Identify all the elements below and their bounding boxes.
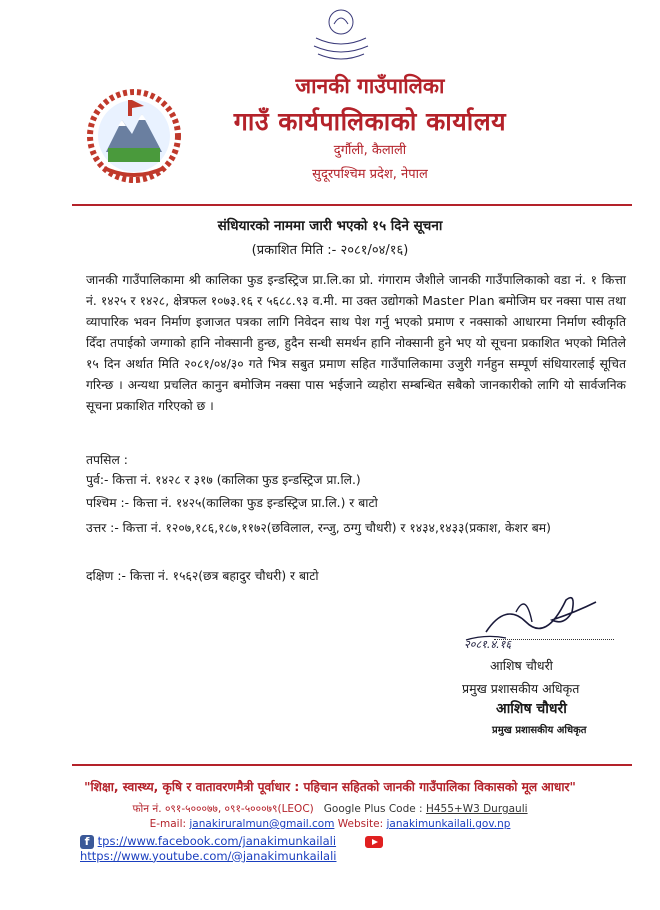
office-stamp — [296, 4, 386, 66]
google-plus-code-label: Google Plus Code : — [323, 803, 423, 815]
handwritten-signature — [456, 582, 606, 652]
boundary-east: पुर्व:- कित्ता नं. १४२८ र ३१७ (कालिका फुड इन्डस्ट्रिज प्रा.लि.) — [86, 473, 361, 487]
footer-slogan: "शिक्षा, स्वास्थ्य, कृषि र वातावरणमैत्री पूर्वाधार : पहिचान सहितको जानकी गाउँपालिका विकासको मूल आधार" — [84, 780, 576, 794]
google-plus-code[interactable]: H455+W3 Durgauli — [425, 803, 528, 815]
office-province: सुदूरपश्चिम प्रदेश, नेपाल — [312, 167, 428, 182]
details-title: तपसिल : — [86, 453, 128, 467]
social-links — [80, 834, 620, 863]
office-location: दुर्गौली, कैलाली — [333, 143, 407, 158]
youtube-icon[interactable] — [365, 836, 383, 848]
signatory-position: प्रमुख प्रशासकीय अधिकृत — [462, 681, 580, 696]
contact-line — [0, 802, 660, 816]
facebook-icon[interactable]: f — [80, 835, 94, 849]
stamp-position: प्रमुख प्रशासकीय अधिकृत — [492, 725, 587, 736]
email-label: E-mail: — [149, 818, 187, 830]
header-divider — [72, 204, 632, 206]
signature-line — [494, 639, 614, 640]
footer-divider — [72, 764, 632, 766]
notice-title: संधियारको नाममा जारी भएको १५ दिने सूचना — [217, 218, 443, 234]
boundary-west: पश्चिम :- कित्ता नं. १४२५(कालिका फुड इन्डस्ट्रिज प्रा.लि.) र बाटो — [86, 496, 378, 510]
boundary-south: दक्षिण :- कित्ता नं. १५६२(छत्र बहादुर चौधरी) र बाटो — [86, 569, 319, 583]
youtube-link[interactable]: https://www.youtube.com/@janakimunkailali — [80, 848, 337, 863]
office-name: गाउँ कार्यपालिकाको कार्यालय — [233, 107, 507, 136]
stamp-name: आशिष चौधरी — [496, 701, 567, 717]
municipality-name: जानकी गाउँपालिका — [295, 74, 445, 98]
boundary-north: उत्तर :- कित्ता नं. १२०७,१८६,१८७,११७२(छविलाल, रन्जु, ठग्गु चौधरी) र १४३४,१४३३(प्रकाश, केशर बम) — [86, 521, 551, 535]
website-label: Website: — [337, 818, 384, 830]
published-date: (प्रकाशित मिति :- २०८१/०४/१६) — [251, 243, 409, 258]
phone-numbers: ०९१-५०००७७, ०९१-५०००७९(LEOC) — [164, 803, 314, 815]
email-website-line — [0, 818, 660, 830]
facebook-link[interactable]: tps://www.facebook.com/janakimunkailali — [97, 834, 337, 848]
email-link[interactable]: janakiruralmun@gmail.com — [189, 818, 335, 830]
phone-label: फोन नं. — [132, 803, 162, 815]
svg-text:२०८१.४.१६: २०८१.४.१६ — [464, 638, 512, 651]
website-link[interactable]: janakimunkailali.gov.np — [386, 818, 511, 830]
signatory-name: आशिष चौधरी — [490, 658, 553, 673]
notice-body: जानकी गाउँपालिकामा श्री कालिका फुड इन्डस्ट्रिज प्रा.लि.का प्रो. गंगाराम जैशीले जानकी गाउँपालिकाको वडा नं. १ कित्ता नं. १४२५ र १४२८, क्षेत्रफल १०७३.१६ र ५६८८.९३ व.मी. मा उक्त उद्योगको Master Plan बमोजिम घर नक्सा पास तथा व्यापारिक भवन निर्माण इजाजत पत्रका लागि निवेदन साथ पेश गर्नु भएको प्रमाण र नक्साको आधारमा निर्माण स्वीकृति दिँदा तपाईको जग्गाको हानि नोक्सानी हुन्छ, हुदैन सन्धी समर्थन हानि नोक्सानी हुने भए यो सूचना प्रकाशित भएको मितिले १५ दिन अर्थात मिति २०८१/०४/३० गते भित्र सबुत प्रमाण सहित गाउँपालिकामा उजुरी गर्नहुन सम्पूर्ण संधियारलाई सूचित गरिन्छ । अन्यथा प्रचलित कानुन बमोजिम नक्सा पास भईजाने व्यहोरा सम्बन्धित सबैको जानकारीको लागि यो सार्वजनिक सूचना प्रकाशित गरिएको छ । — [86, 273, 626, 413]
